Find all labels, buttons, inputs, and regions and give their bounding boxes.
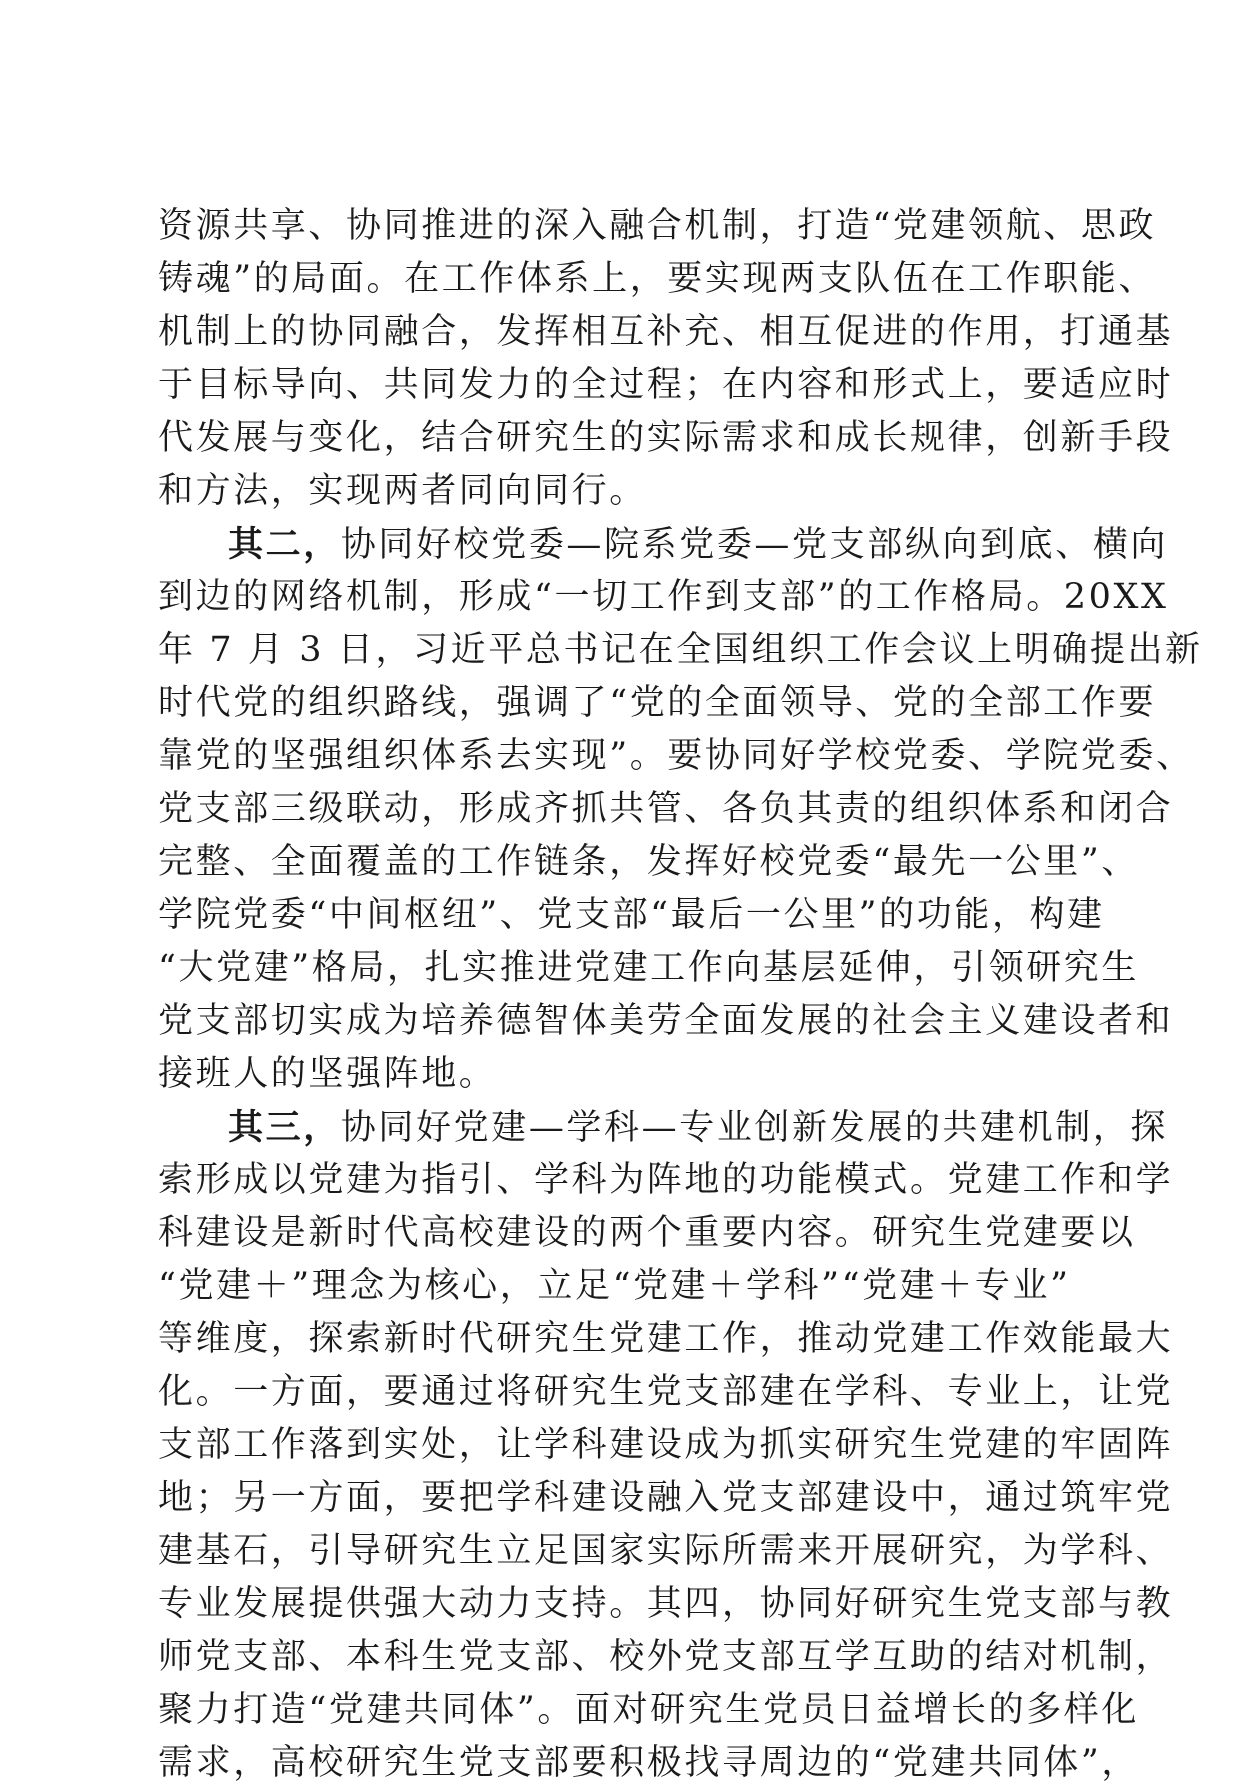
- text-line: 等维度，探索新时代研究生党建工作，推动党建工作效能最大: [158, 1319, 1174, 1359]
- text-line: “大党建”格局，扎实推进党建工作向基层延伸，引领研究生: [158, 948, 1139, 988]
- text-line: 于目标导向、共同发力的全过程；在内容和形式上，要适应时: [158, 365, 1174, 405]
- text-line-rest: 协同好校党委—院系党委—党支部纵向到底、横向: [340, 525, 1169, 565]
- text-line: 学院党委“中间枢纽”、党支部“最后一公里”的功能，构建: [158, 895, 1105, 935]
- text-line: 党支部切实成为培养德智体美劳全面发展的社会主义建设者和: [158, 1001, 1174, 1041]
- text-line: “党建＋”理念为核心，立足“党建＋学科”“党建＋专业”: [158, 1266, 1071, 1306]
- text-line-rest: 协同好党建—学科—专业创新发展的共建机制，探: [340, 1108, 1169, 1148]
- text-line: 索形成以党建为指引、学科为阵地的功能模式。党建工作和学: [158, 1160, 1174, 1200]
- text-line: 铸魂”的局面。在工作体系上，要实现两支队伍在工作职能、: [158, 259, 1157, 299]
- paragraph-1: [158, 200, 1174, 518]
- text-line: 代发展与变化，结合研究生的实际需求和成长规律，创新手段: [158, 418, 1174, 458]
- text-line: 建基石，引导研究生立足国家实际所需来开展研究，为学科、: [158, 1531, 1174, 1571]
- text-line: 接班人的坚强阵地。: [158, 1054, 497, 1094]
- text-line: 党支部三级联动，形成齐抓共管、各负其责的组织体系和闭合: [158, 789, 1174, 829]
- text-line: 时代党的组织路线，强调了“党的全面领导、党的全部工作要: [158, 683, 1157, 723]
- text-line: 聚力打造“党建共同体”。面对研究生党员日益增长的多样化: [158, 1690, 1139, 1730]
- paragraph-2: [158, 518, 1203, 1101]
- document-body: [158, 200, 1203, 1790]
- paragraph-lead: 其二，: [228, 524, 341, 565]
- text-line-first: [158, 518, 1169, 571]
- text-line-first: [158, 1101, 1169, 1154]
- text-line: 靠党的坚强组织体系去实现”。要协同好学校党委、学院党委、: [158, 736, 1194, 776]
- text-line: 完整、全面覆盖的工作链条，发挥好校党委“最先一公里”、: [158, 842, 1139, 882]
- text-line: 支部工作落到实处，让学科建设成为抓实研究生党建的牢固阵: [158, 1425, 1174, 1465]
- text-line: 师党支部、本科生党支部、校外党支部互学互助的结对机制，: [158, 1637, 1174, 1677]
- text-line: 年 7 月 3 日，习近平总书记在全国组织工作会议上明确提出新: [158, 630, 1203, 670]
- text-line: 专业发展提供强大动力支持。其四，协同好研究生党支部与教: [158, 1584, 1174, 1624]
- text-line: 机制上的协同融合，发挥相互补充、相互促进的作用，打通基: [158, 312, 1174, 352]
- paragraph-3: [158, 1101, 1174, 1790]
- text-line: 地；另一方面，要把学科建设融入党支部建设中，通过筑牢党: [158, 1478, 1174, 1518]
- text-line: 和方法，实现两者同向同行。: [158, 471, 647, 511]
- text-line: 资源共享、协同推进的深入融合机制，打造“党建领航、思政: [158, 206, 1157, 246]
- text-line: 科建设是新时代高校建设的两个重要内容。研究生党建要以: [158, 1213, 1136, 1253]
- text-line: 化。一方面，要通过将研究生党支部建在学科、专业上，让党: [158, 1372, 1174, 1412]
- text-line: 需求，高校研究生党支部要积极找寻周边的“党建共同体”，: [158, 1743, 1139, 1783]
- text-line: 到边的网络机制，形成“一切工作到支部”的工作格局。20XX: [158, 577, 1169, 617]
- paragraph-lead: 其三，: [228, 1107, 341, 1148]
